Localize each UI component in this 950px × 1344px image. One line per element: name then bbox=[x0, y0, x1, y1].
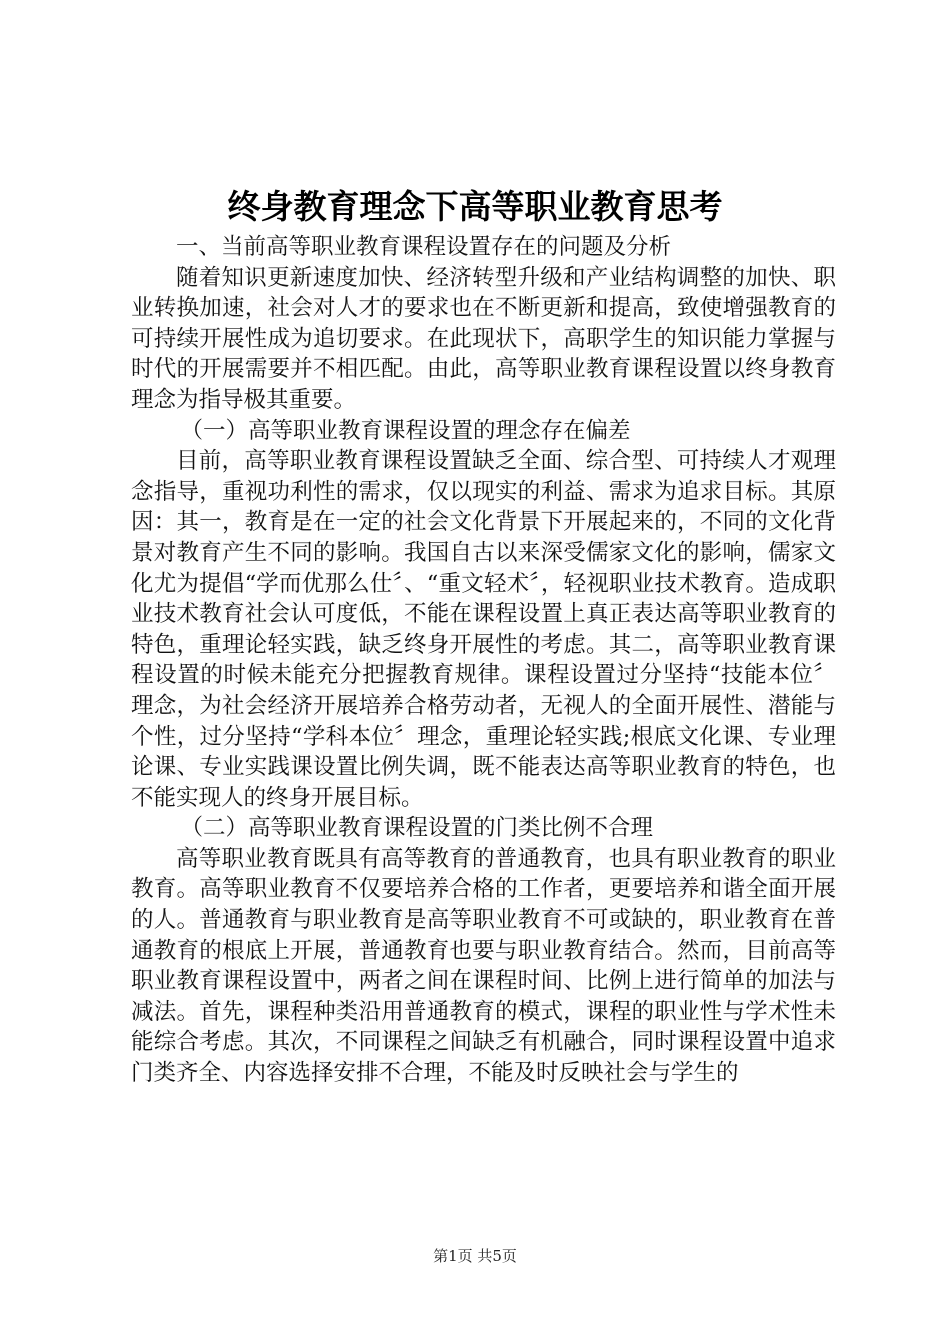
section-heading: 一、当前高等职业教育课程设置存在的问题及分析 bbox=[176, 234, 672, 260]
body-paragraph: 目前，高等职业教育课程设置缺乏全面、综合型、可持续人才观理念指导，重视功利性的需求，仅以现实的利益、需求为追求目标。其原因：其一，教育是在一定的社会文化背景下开展起来的，不同的文化背景对教育产生不同的影响。我国自古以来深受儒家文化的影响，儒家文化尤为提倡“学而优那么仕〞、“重文轻术〞，轻视职业技术教育。造成职业技术教育社会认可度低，不能在课程设置上真正表达高等职业教育的特色，重理论轻实践，缺乏终身开展性的考虑。其二，高等职业教育课程设置的时候未能充分把握教育规律。课程设置过分坚持“技能本位〞理念，为社会经济开展培养合格劳动者，无视人的全面开展性、潜能与个性，过分坚持“学科本位〞理念，重理论轻实践;根底文化课、专业理论课、专业实践课设置比例失调，既不能表达高等职业教育的特色，也不能实现人的终身开展目标。 bbox=[131, 448, 836, 811]
body-paragraph: 高等职业教育既具有高等教育的普通教育，也具有职业教育的职业教育。高等职业教育不仅要培养合格的工作者，更要培养和谐全面开展的人。普通教育与职业教育是高等职业教育不可或缺的，职业教育在普通教育的根底上开展，普通教育也要与职业教育结合。然而，目前高等职业教育课程设置中，两者之间在课程时间、比例上进行简单的加法与减法。首先，课程种类沿用普通教育的模式，课程的职业性与学术性未能综合考虑。其次，不同课程之间缺乏有机融合，同时课程设置中追求门类齐全、内容选择安排不合理，不能及时反映社会与学生的 bbox=[131, 845, 836, 1087]
document-title: 终身教育理念下高等职业教育思考 bbox=[227, 187, 723, 226]
page-footer: 第1页 共5页 bbox=[433, 1247, 517, 1265]
subsection-heading: （二）高等职业教育课程设置的门类比例不合理 bbox=[180, 815, 654, 842]
subsection-heading: （一）高等职业教育课程设置的理念存在偏差 bbox=[180, 417, 631, 444]
document-body bbox=[131, 232, 836, 1089]
body-paragraph: 随着知识更新速度加快、经济转型升级和产业结构调整的加快、职业转换加速，社会对人才的要求也在不断更新和提高，致使增强教育的可持续开展性成为追切要求。在此现状下，高职学生的知识能力掌握与时代的开展需要并不相匹配。由此，高等职业教育课程设置以终身教育理念为指导极其重要。 bbox=[131, 264, 836, 413]
